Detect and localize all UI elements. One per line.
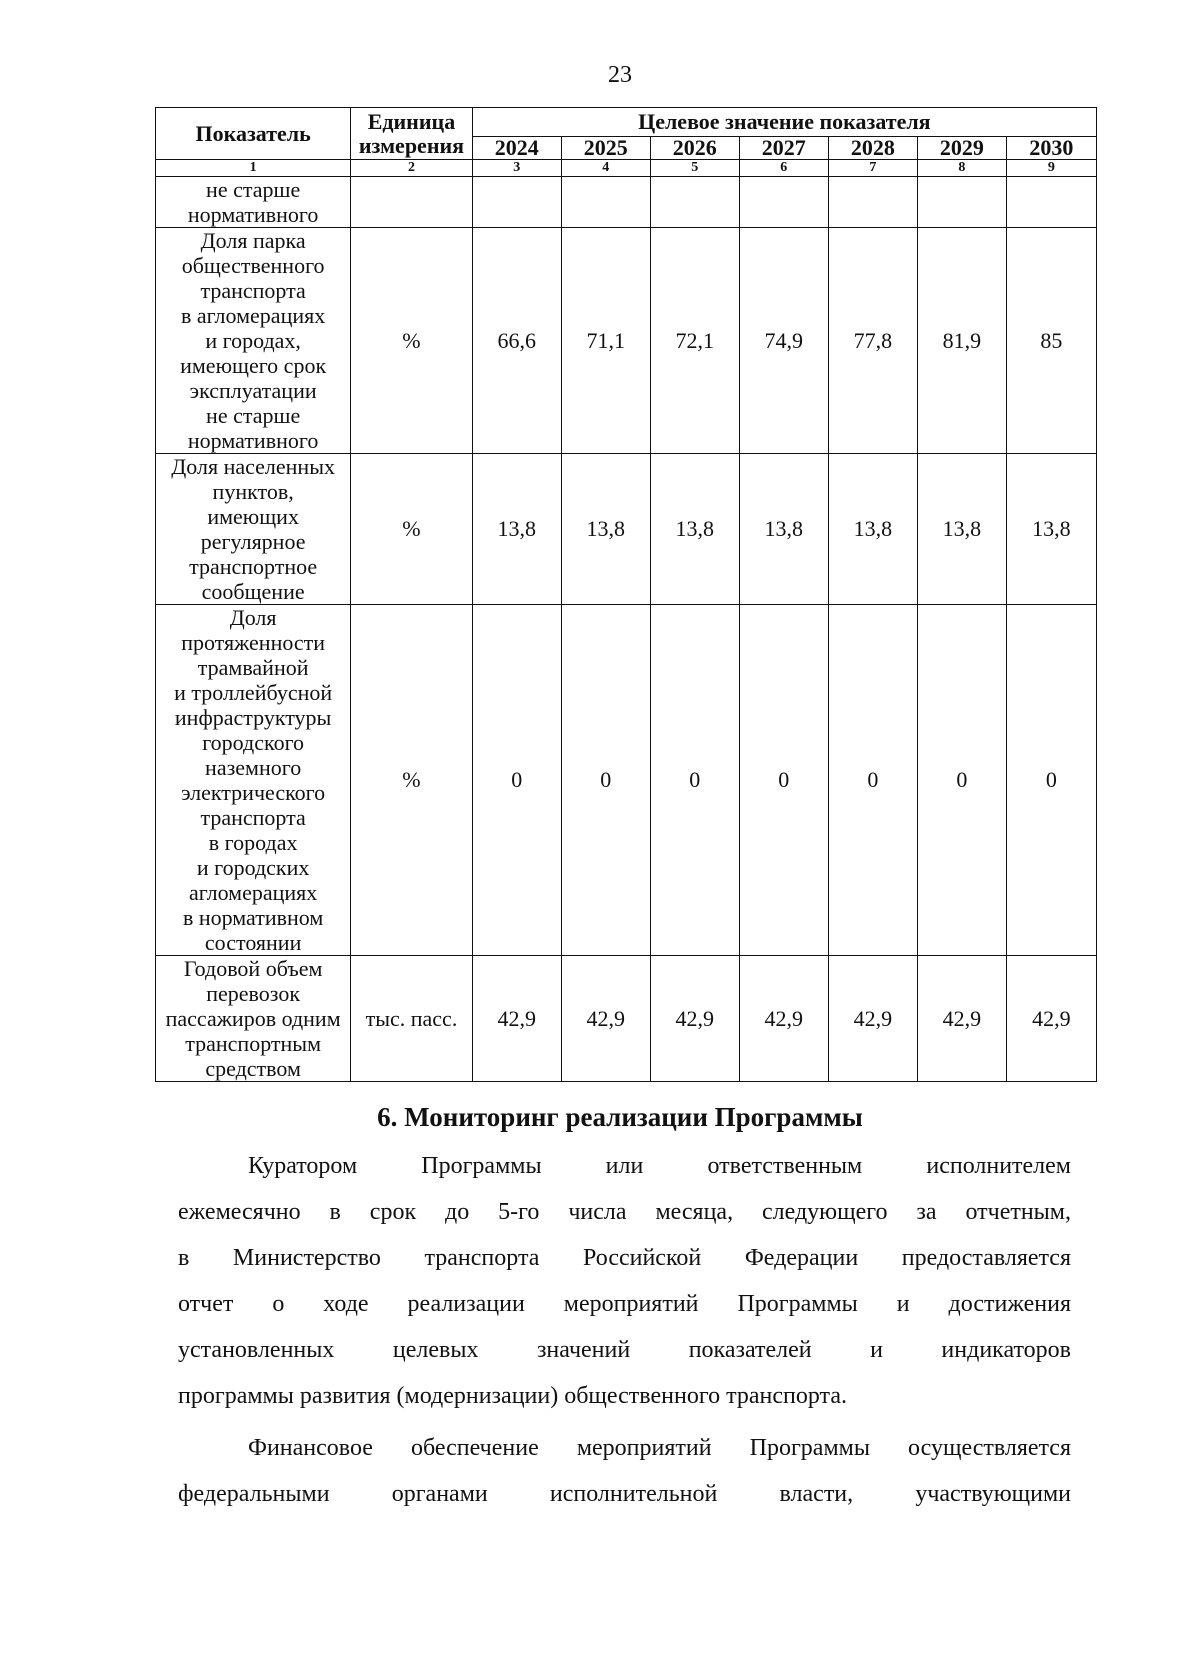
indicator-name-line: электрического <box>181 780 326 805</box>
indicator-name-line: не старше <box>206 403 301 428</box>
value-cell: 13,8 <box>1006 454 1096 605</box>
value-cell: 13,8 <box>917 454 1006 605</box>
table-body <box>156 177 1097 1082</box>
value-cell: 0 <box>472 605 561 956</box>
indicator-name <box>156 956 351 1082</box>
unit-cell: % <box>351 605 472 956</box>
column-number: 1 <box>156 160 351 177</box>
table-row <box>156 228 1097 454</box>
indicator-name-line: Годовой объем <box>183 956 323 981</box>
indicator-name-line: транспорта <box>200 278 306 303</box>
indicator-name-line: в городах <box>208 830 298 855</box>
value-cell: 72,1 <box>650 228 739 454</box>
value-cell: 0 <box>917 605 1006 956</box>
indicator-name-line: состоянии <box>204 930 302 955</box>
value-cell: 42,9 <box>1006 956 1096 1082</box>
value-cell: 74,9 <box>739 228 828 454</box>
indicator-name-line: средством <box>205 1056 301 1081</box>
indicator-name-line: инфраструктуры <box>174 705 332 730</box>
value-cell: 13,8 <box>650 454 739 605</box>
page-number: 23 <box>608 62 632 88</box>
indicator-name <box>156 228 351 454</box>
unit-cell: % <box>351 228 472 454</box>
value-cell: 85 <box>1006 228 1096 454</box>
indicator-name-line: протяженности <box>181 630 326 655</box>
indicator-name-line: Доля парка <box>200 228 306 253</box>
value-cell: 42,9 <box>828 956 917 1082</box>
value-cell: 71,1 <box>561 228 650 454</box>
indicator-name-line: общественного <box>181 253 325 278</box>
indicators-table <box>155 107 1097 1082</box>
header-unit-line: Единица <box>367 108 456 134</box>
paragraph-line: программы развития (модернизации) общественного транспорта. <box>178 1383 847 1409</box>
indicator-name-line: Доля <box>229 605 277 630</box>
header-year: 2027 <box>739 137 828 160</box>
indicator-name <box>156 605 351 956</box>
value-cell <box>650 177 739 228</box>
column-number: 7 <box>828 160 917 177</box>
indicator-name-line: и городских <box>196 855 310 880</box>
column-number: 9 <box>1006 160 1096 177</box>
value-cell: 81,9 <box>917 228 1006 454</box>
paragraph-line: федеральными органами исполнительной власти, участвующими <box>178 1481 1071 1507</box>
value-cell: 77,8 <box>828 228 917 454</box>
value-cell: 13,8 <box>828 454 917 605</box>
value-cell: 0 <box>650 605 739 956</box>
value-cell: 66,6 <box>472 228 561 454</box>
indicator-name-line: имеющего срок <box>180 353 327 378</box>
indicator-name-line: пунктов, <box>212 479 294 504</box>
column-number: 5 <box>650 160 739 177</box>
header-year: 2030 <box>1006 137 1096 160</box>
indicator-name-line: Доля населенных <box>171 454 335 479</box>
indicator-name-line: транспорта <box>200 805 306 830</box>
indicator-name-line: трамвайной <box>197 655 309 680</box>
header-unit-line: измерения <box>358 132 465 158</box>
unit-cell <box>351 177 472 228</box>
indicator-name-line: городского <box>202 730 305 755</box>
header-year: 2026 <box>650 137 739 160</box>
table-row <box>156 177 1097 228</box>
table-row <box>156 454 1097 605</box>
value-cell: 0 <box>561 605 650 956</box>
indicator-name <box>156 454 351 605</box>
paragraph-line: в Министерство транспорта Российской Федерации предоставляется <box>178 1245 1071 1271</box>
indicator-name-line: нормативного <box>187 428 319 453</box>
value-cell: 13,8 <box>561 454 650 605</box>
indicator-name-line: имеющих <box>207 504 299 529</box>
indicator-name-line: пассажиров одним <box>165 1006 341 1031</box>
indicator-name-line: наземного <box>205 755 302 780</box>
table-row <box>156 605 1097 956</box>
value-cell: 42,9 <box>650 956 739 1082</box>
header-indicator: Показатель <box>156 108 351 160</box>
indicator-name-line: в агломерациях <box>181 303 326 328</box>
section-title: 6. Мониторинг реализации Программы <box>377 1102 863 1132</box>
indicator-name-line: сообщение <box>201 579 305 604</box>
value-cell: 0 <box>1006 605 1096 956</box>
indicator-name-line: и городах, <box>205 328 301 353</box>
column-number: 3 <box>472 160 561 177</box>
value-cell <box>739 177 828 228</box>
value-cell: 42,9 <box>561 956 650 1082</box>
indicator-name-line: перевозок <box>206 981 301 1006</box>
table-row <box>156 956 1097 1082</box>
paragraph-line: установленных целевых значений показателей и индикаторов <box>178 1337 1071 1363</box>
header-year: 2028 <box>828 137 917 160</box>
value-cell <box>472 177 561 228</box>
paragraph-line: Куратором Программы или ответственным исполнителем <box>248 1153 1071 1179</box>
indicator-name-line: не старше <box>206 177 301 202</box>
unit-cell: тыс. пасс. <box>351 956 472 1082</box>
header-unit <box>351 108 472 160</box>
value-cell: 0 <box>828 605 917 956</box>
header-year: 2029 <box>917 137 1006 160</box>
value-cell: 42,9 <box>917 956 1006 1082</box>
header-year: 2024 <box>472 137 561 160</box>
header-year: 2025 <box>561 137 650 160</box>
indicator-name-line: транспортным <box>185 1031 322 1056</box>
indicator-name-line: регулярное <box>200 529 306 554</box>
column-number: 4 <box>561 160 650 177</box>
header-target: Целевое значение показателя <box>472 108 1096 137</box>
paragraph-line: ежемесячно в срок до 5-го числа месяца, следующего за отчетным, <box>178 1199 1071 1225</box>
value-cell <box>1006 177 1096 228</box>
paragraph-line: Финансовое обеспечение мероприятий Программы осуществляется <box>248 1435 1071 1461</box>
column-number: 8 <box>917 160 1006 177</box>
value-cell: 13,8 <box>472 454 561 605</box>
value-cell: 0 <box>739 605 828 956</box>
indicator-name-line: транспортное <box>189 554 318 579</box>
paragraph-line: отчет о ходе реализации мероприятий Программы и достижения <box>178 1291 1071 1317</box>
indicator-name <box>156 177 351 228</box>
column-number: 2 <box>351 160 472 177</box>
value-cell <box>828 177 917 228</box>
value-cell: 42,9 <box>739 956 828 1082</box>
unit-cell: % <box>351 454 472 605</box>
indicator-name-line: агломерациях <box>188 880 318 905</box>
indicator-name-line: в нормативном <box>182 905 324 930</box>
indicator-name-line: и троллейбусной <box>174 680 333 705</box>
value-cell <box>917 177 1006 228</box>
indicator-name-line: эксплуатации <box>189 378 317 403</box>
indicator-name-line: нормативного <box>187 202 319 227</box>
value-cell <box>561 177 650 228</box>
column-number: 6 <box>739 160 828 177</box>
value-cell: 13,8 <box>739 454 828 605</box>
value-cell: 42,9 <box>472 956 561 1082</box>
